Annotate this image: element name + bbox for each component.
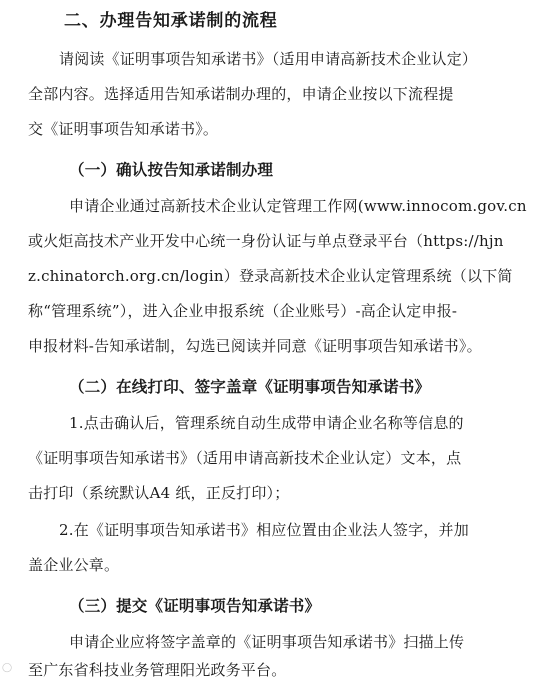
step2-line-4: 2.在《证明事项告知承诺书》相应位置由企业法人签字，并加 (59, 521, 469, 539)
intro-line-2: 全部内容。选择适用告知承诺制办理的，申请企业按以下流程提 (28, 85, 454, 103)
section-title: 二、办理告知承诺制的流程 (64, 11, 278, 31)
step1-line-1: 申请企业通过高新技术企业认定管理工作网(www.innocom.gov.cn (69, 197, 527, 215)
intro-line-3: 交《证明事项告知承诺书》。 (28, 120, 219, 138)
watermark-logo: ◯ (2, 663, 13, 673)
step1-line-2: 或火炬高技术产业开发中心统一身份认证与单点登录平台（https://hjn (28, 232, 504, 250)
step1-heading: （一）确认按告知承诺制办理 (69, 160, 274, 179)
step2-line-1: 1.点击确认后，管理系统自动生成带申请企业名称等信息的 (69, 414, 464, 432)
step1-line-5: 申报材料-告知承诺制，勾选已阅读并同意《证明事项告知承诺书》。 (28, 337, 482, 355)
step2-heading: （二）在线打印、签字盖章《证明事项告知承诺书》 (69, 377, 431, 396)
step3-heading: （三）提交《证明事项告知承诺书》 (69, 596, 321, 615)
step3-line-2: 至广东省科技业务管理阳光政务平台。 (28, 661, 287, 679)
step2-line-2: 《证明事项告知承诺书》（适用申请高新技术企业认定）文本，点 (28, 449, 462, 467)
step1-line-4: 称“管理系统”），进入企业申报系统（企业账号）-高企认定申报- (28, 302, 458, 320)
step2-line-5: 盖企业公章。 (28, 556, 120, 574)
step2-line-3: 击打印（系统默认A4 纸，正反打印）； (28, 484, 290, 502)
intro-line-1: 请阅读《证明事项告知承诺书》（适用申请高新技术企业认定） (59, 50, 478, 68)
step1-line-3: z.chinatorch.org.cn/login）登录高新技术企业认定管理系统（以下简 (28, 267, 513, 285)
step3-line-1: 申请企业应将签字盖章的《证明事项告知承诺书》扫描上传 (69, 633, 465, 651)
